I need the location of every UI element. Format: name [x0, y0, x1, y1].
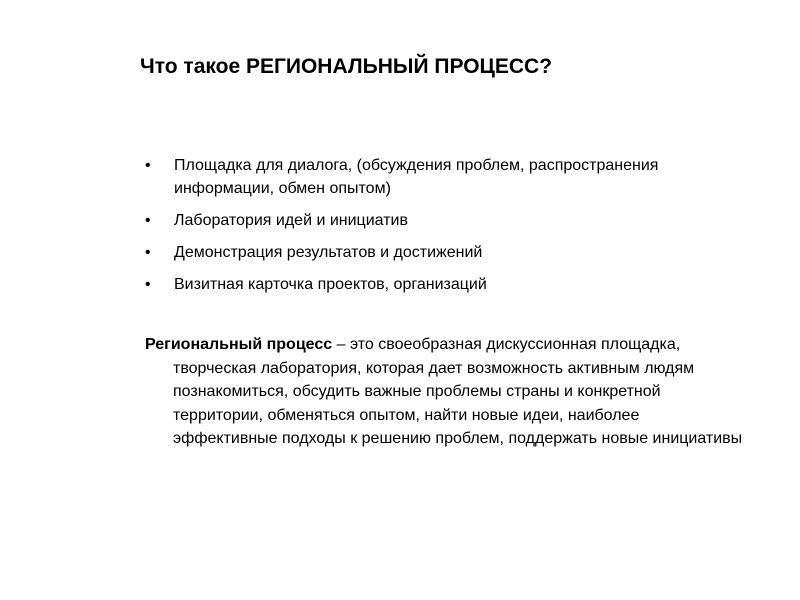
definition-paragraph [145, 333, 748, 451]
bullet-marker: • [145, 244, 151, 261]
slide-title: Что такое РЕГИОНАЛЬНЫЙ ПРОЦЕСС? [140, 55, 553, 78]
bullet-marker: • [145, 157, 151, 174]
bullet-item [145, 209, 705, 232]
bullet-item [145, 241, 705, 264]
bullet-item [145, 273, 705, 296]
bullet-text: Площадка для диалога, (обсуждения проблем, распространения информации, обмен опытом) [174, 157, 659, 197]
bullet-text: Лаборатория идей и инициатив [174, 212, 408, 229]
bullet-list [145, 154, 705, 305]
bullet-item [145, 154, 705, 200]
bullet-text: Демонстрация результатов и достижений [174, 244, 483, 261]
bullet-text: Визитная карточка проектов, организаций [174, 276, 487, 293]
bullet-marker: • [145, 276, 151, 293]
definition-body: – это своеобразная дискуссионная площадка, творческая лаборатория, которая дает возможность активным людям познакомиться, обсудить важные проблемы страны и конкретной территории, обменяться опытом, найти новые идеи, наиболее эффективные подходы к решению проблем, поддержать новые инициативы [173, 336, 743, 447]
definition-term: Региональный процесс [145, 336, 333, 353]
bullet-marker: • [145, 212, 151, 229]
